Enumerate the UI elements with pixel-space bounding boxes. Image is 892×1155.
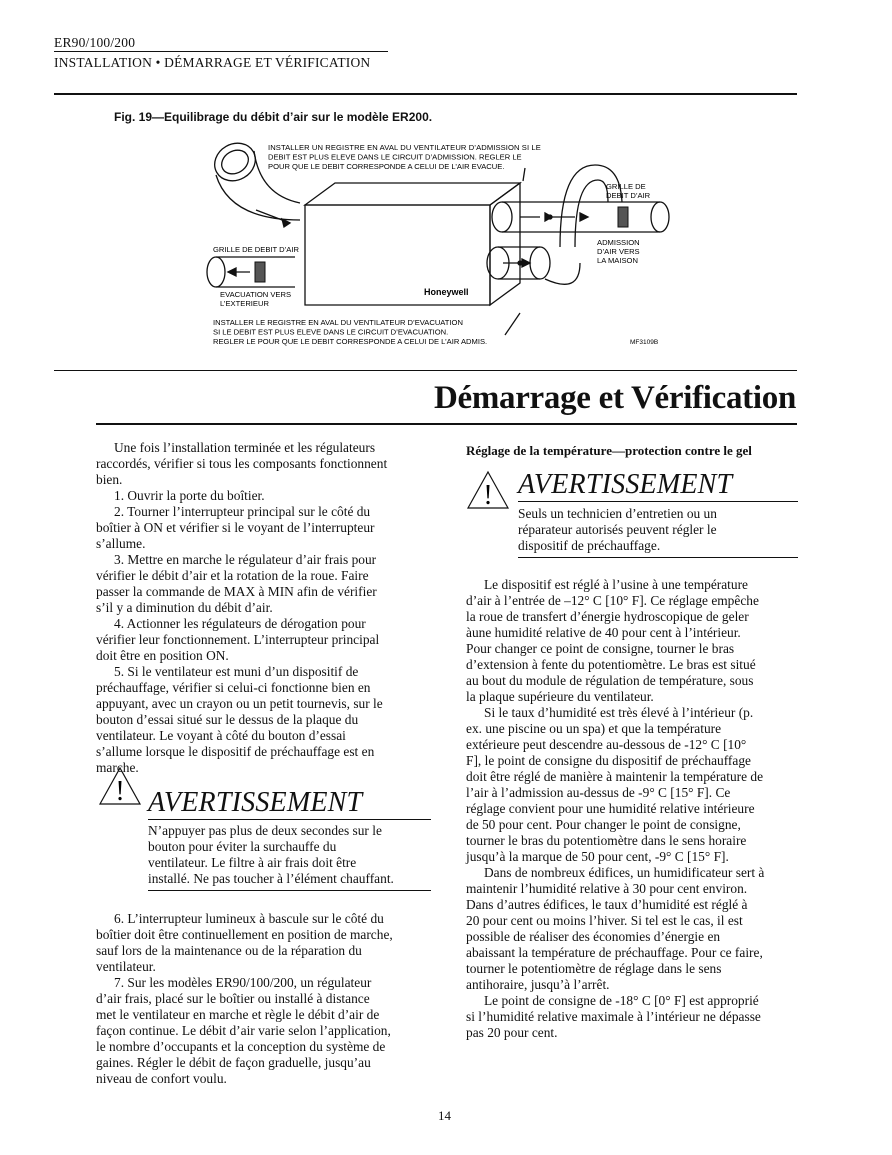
- text-line: bien.: [96, 472, 123, 487]
- text-line: appuyant, avec un crayon ou un petit tournevis, sur le: [96, 696, 383, 711]
- text-line: ventilateur.: [96, 959, 156, 974]
- svg-text:!: !: [115, 776, 125, 806]
- figure-top-note-2: DEBIT EST PLUS ELEVE DANS LE CIRCUIT D’ADMISSION. REGLER LE: [268, 152, 522, 162]
- text-line: maintenir l’humidité relative à 30 pour cent environ.: [466, 881, 748, 896]
- figure-top-note-3: POUR QUE LE DEBIT CORRESPONDE A CELUI DE L’AIR EVACUE.: [268, 162, 505, 171]
- header-model: ER90/100/200: [54, 35, 136, 50]
- left-duct-curve: [216, 175, 300, 220]
- text-line: pas 20 pour cent.: [466, 1025, 558, 1040]
- text-line: 3. Mettre en marche le régulateur d’air frais pour: [114, 552, 377, 567]
- figure-grille-left: GRILLE DE DEBIT D’AIR: [213, 245, 299, 254]
- figure-bottom-note-1: INSTALLER LE REGISTRE EN AVAL DU VENTILATEUR D’EVACUATION: [213, 318, 463, 327]
- right-column-text: [466, 577, 806, 1041]
- text-line: sauf lors de la maintenance ou de la réparation du: [96, 943, 362, 958]
- figure-bottom-note-2: SI LE DEBIT EST PLUS ELEVE DANS LE CIRCUIT D’EVACUATION.: [213, 327, 449, 337]
- text-line: la plaque supérieure du ventilateur.: [466, 689, 654, 704]
- left-column-b: [96, 911, 441, 1087]
- right-damper: [618, 207, 628, 227]
- figure-bottom-rule: [54, 370, 797, 371]
- text-line: boîtier à ON et vérifier si le voyant de l’interrupteur: [96, 520, 375, 535]
- section-title-rule: [96, 423, 797, 425]
- text-line: d’extension à fente du potentiomètre. Le bras est situé: [466, 657, 756, 672]
- text-line: extérieure peut descendre au-dessous de -12° C [10°: [466, 737, 747, 752]
- text-line: F], le point de consigne du dispositif de préchauffage: [466, 753, 751, 768]
- left-warning-title: AVERTISSEMENT: [148, 787, 363, 818]
- figure-bottom-note-3: REGLER LE POUR QUE LE DEBIT CORRESPONDE A CELUI DE L’AIR ADMIS.: [213, 337, 488, 346]
- honeywell-logo: Honeywell: [424, 287, 469, 297]
- figure-evacuation-2: L’EXTERIEUR: [220, 299, 269, 308]
- warning-line: installé. Ne pas toucher à l’élément chauffant.: [148, 871, 394, 886]
- left-warning-rule-top: [148, 819, 431, 820]
- warning-line: N’appuyer pas plus de deux secondes sur le: [148, 823, 382, 838]
- text-line: tourner le potentiomètre de réglage dans le sens: [466, 961, 722, 976]
- text-line: raccordés, vérifier si tous les composants fonctionnent: [96, 456, 388, 471]
- text-line: boîtier doit être continuellement en position de marche,: [96, 927, 393, 942]
- text-line: passer la commande de MAX à MIN afin de vérifier: [96, 584, 377, 599]
- text-line: abaissant la température de préchauffage. Pour ce faire,: [466, 945, 763, 960]
- text-line: au bout du module de régulation de température, sous: [466, 673, 754, 688]
- text-line: marche.: [96, 760, 139, 775]
- text-line: 4. Actionner les régulateurs de dérogation pour: [114, 616, 366, 631]
- text-line: àune humidité relative de 40 pour cent à l’intérieur.: [466, 625, 741, 640]
- warning-line: bouton pour éviter la surchauffe du: [148, 839, 337, 854]
- right-upper-duct-opening: [651, 202, 669, 232]
- right-warning-rule-top: [518, 501, 798, 502]
- warning-triangle-icon: [466, 470, 510, 510]
- warning-line: Seuls un technicien d’entretien ou un: [518, 506, 717, 521]
- text-line: la roue de transfert d’énergie hydroscopique de geler: [466, 609, 749, 624]
- text-line: s’allume.: [96, 536, 146, 551]
- right-warning-rule-bottom: [518, 557, 798, 558]
- right-warning-title: AVERTISSEMENT: [518, 469, 733, 500]
- text-line: Le dispositif est réglé à l’usine à une température: [484, 577, 748, 592]
- warning-line: ventilateur. Le filtre à air frais doit être: [148, 855, 357, 870]
- text-line: Si le taux d’humidité est très élevé à l’intérieur (p.: [484, 705, 754, 720]
- text-line: l’air à l’admission au-dessus de -9° C [15° F]. Ce: [466, 785, 731, 800]
- text-line: 2. Tourner l’interrupteur principal sur le côté du: [114, 504, 371, 519]
- text-line: 1. Ouvrir la porte du boîtier.: [114, 488, 265, 503]
- text-line: Le point de consigne de -18° C [0° F] est approprié: [484, 993, 759, 1008]
- text-line: Une fois l’installation terminée et les régulateurs: [114, 440, 376, 455]
- text-line: de 50 pour cent. Pour changer le point de consigne,: [466, 817, 741, 832]
- text-line: 5. Si le ventilateur est muni d’un dispositif de: [114, 664, 359, 679]
- text-line: Dans de nombreux édifices, un humidificateur sert à: [484, 865, 765, 880]
- left-duct-opening: [208, 136, 262, 188]
- section-title: Démarrage et Vérification: [433, 380, 796, 416]
- ventilator-box-top: [305, 183, 520, 205]
- header-rule-long: [54, 93, 797, 95]
- text-line: Dans d’autres édifices, le taux d’humidité est réglé à: [466, 897, 748, 912]
- left-warning-rule-bottom: [148, 890, 431, 891]
- text-line: jusqu’à la marque de 50 pour cent, -9° C [15° F].: [466, 849, 729, 864]
- text-line: vérifier le débit d’air et la rotation de la roue. Faire: [96, 568, 369, 583]
- text-line: doit être en position ON.: [96, 648, 229, 663]
- page-number: 14: [438, 1108, 451, 1123]
- text-line: préchauffage, vérifier si celui-ci fonctionne bien en: [96, 680, 371, 695]
- text-line: s’il y a diminution du débit d’air.: [96, 600, 273, 615]
- figure-admission-3: LA MAISON: [597, 256, 638, 265]
- right-subhead: Réglage de la température—protection contre le gel: [466, 443, 752, 458]
- text-line: d’air à l’entrée de –12° C [10° F]. Ce réglage empêche: [466, 593, 759, 608]
- right-warning-body: [518, 506, 798, 554]
- text-line: si l’humidité relative maximale à l’intérieur ne dépasse: [466, 1009, 761, 1024]
- warning-line: dispositif de préchauffage.: [518, 538, 661, 553]
- text-line: bouton d’essai situé sur le dessus de la plaque du: [96, 712, 359, 727]
- left-column-a: [96, 440, 436, 776]
- figure-grille-right-1: GRILLE DE: [606, 182, 646, 191]
- svg-text:!: !: [483, 480, 493, 510]
- header-section: INSTALLATION • DÉMARRAGE ET VÉRIFICATION: [54, 55, 371, 70]
- text-line: le nombre d’occupants et la conception du système de: [96, 1039, 386, 1054]
- text-line: ventilateur. Le voyant à côté du bouton d’essai: [96, 728, 346, 743]
- header-rule-short: [54, 51, 388, 52]
- text-line: façon continue. Le débit d’air varie selon l’application,: [96, 1023, 391, 1038]
- text-line: tourner le bras du potentiomètre dans le sens horaire: [466, 833, 747, 848]
- ventilator-box-side: [490, 183, 520, 305]
- figure-top-note-1: INSTALLER UN REGISTRE EN AVAL DU VENTILATEUR D’ADMISSION SI LE: [268, 143, 541, 152]
- figure-code: MF3109B: [630, 339, 659, 346]
- text-line: 6. L’interrupteur lumineux à bascule sur le côté du: [114, 911, 384, 926]
- figure-caption: Fig. 19—Equilibrage du débit d’air sur le modèle ER200.: [114, 110, 433, 124]
- text-line: met le ventilateur en marche et règle le débit d’air de: [96, 1007, 380, 1022]
- text-line: niveau de confort voulu.: [96, 1071, 227, 1086]
- left-warning-body: [148, 823, 438, 887]
- text-line: Pour changer ce point de consigne, tourner le bras: [466, 641, 735, 656]
- text-line: réglage convient pour une humidité relative intérieure: [466, 801, 755, 816]
- text-line: s’allume lorsque le dispositif de préchauffage est en: [96, 744, 375, 759]
- text-line: 20 pour cent ou moins l’hiver. Si tel est le cas, il est: [466, 913, 743, 928]
- figure-evacuation-1: EVACUATION VERS: [220, 290, 292, 299]
- figure-admission-2: D’AIR VERS: [597, 247, 640, 256]
- figure-grille-right-2: DEBIT D’AIR: [606, 191, 651, 200]
- text-line: ex. une piscine ou un spa) et que la température: [466, 721, 722, 736]
- warning-triangle-icon: [98, 766, 142, 806]
- text-line: 7. Sur les modèles ER90/100/200, un régulateur: [114, 975, 372, 990]
- text-line: vérifier leur fonctionnement. L’interrupteur principal: [96, 632, 380, 647]
- right-lower-duct-opening: [530, 247, 550, 279]
- warning-line: réparateur autorisés peuvent régler le: [518, 522, 717, 537]
- left-lower-duct-opening: [207, 257, 225, 287]
- ventilator-diagram: [200, 135, 680, 350]
- text-line: antihoraire, jusqu’à l’arrêt.: [466, 977, 610, 992]
- text-line: doit être réglé de manière à maintenir la température de: [466, 769, 764, 784]
- text-line: gaines. Régler le débit de façon graduelle, jusqu’au: [96, 1055, 371, 1070]
- text-line: possible de réaliser des économies d’énergie en: [466, 929, 721, 944]
- left-damper: [255, 262, 265, 282]
- figure-admission-1: ADMISSION: [597, 238, 640, 247]
- text-line: d’air frais, placé sur le boîtier ou installé à distance: [96, 991, 370, 1006]
